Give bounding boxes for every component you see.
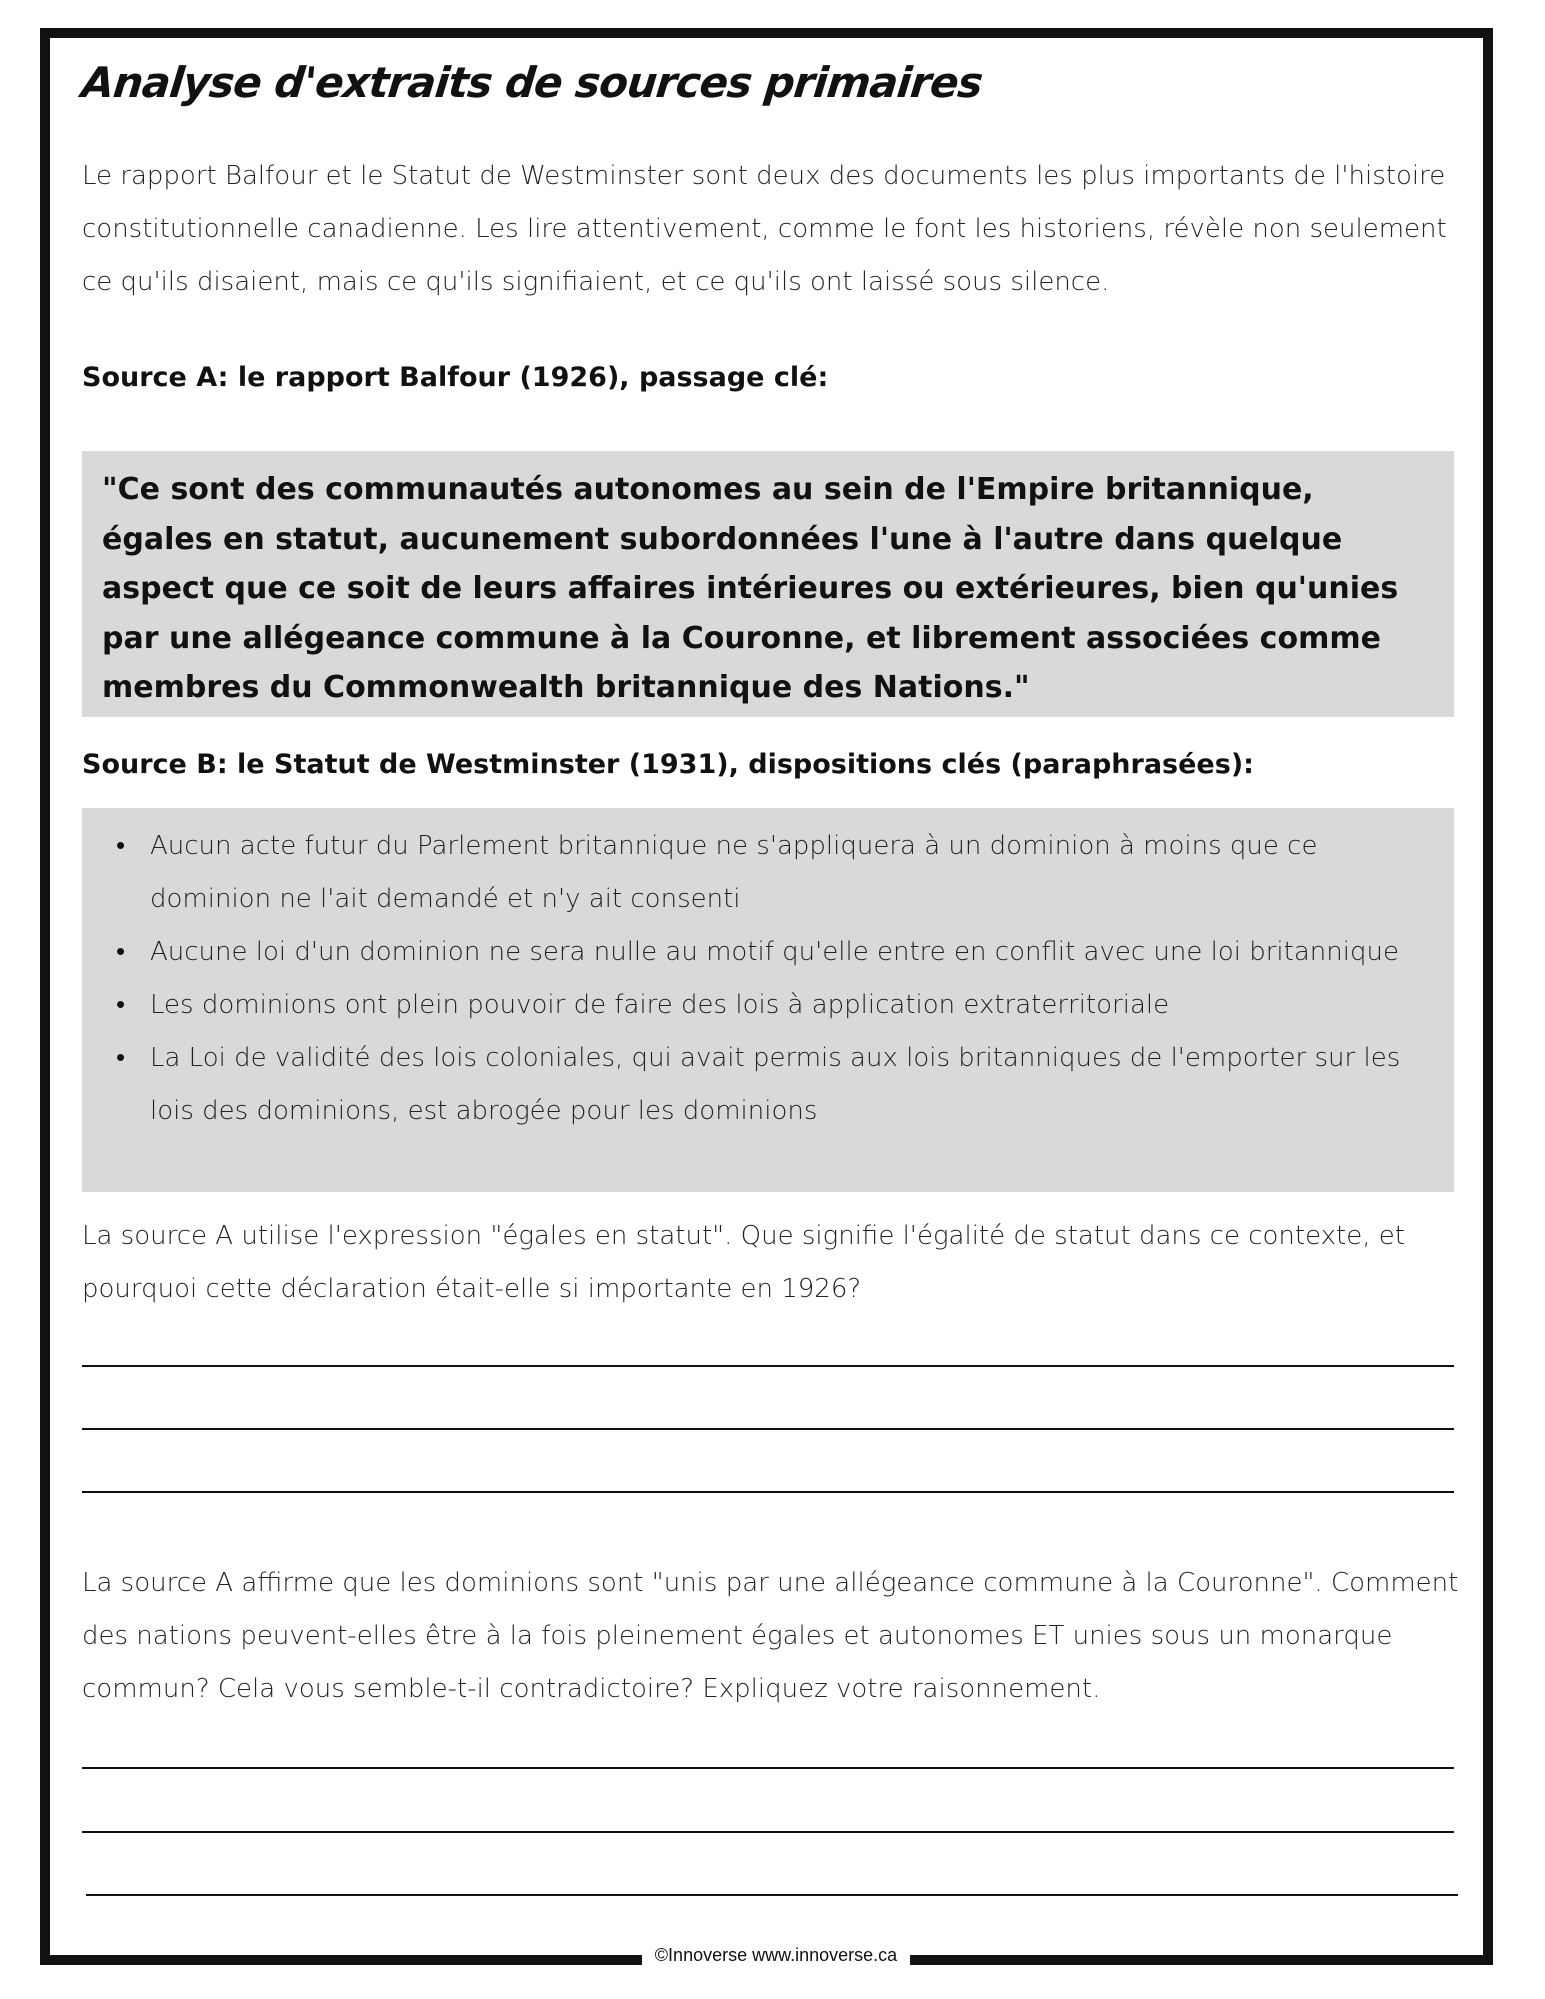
- list-item-text: Les dominions ont plein pouvoir de faire des lois à application extraterritoriale: [150, 990, 1170, 1020]
- list-item-text: Aucune loi d'un dominion ne sera nulle au motif qu'elle entre en conflit avec une loi britannique: [150, 937, 1399, 967]
- list-item: [116, 979, 1440, 1032]
- question-2: La source A affirme que les dominions sont "unis par une allégeance commune à la Couronne". Comment des nations peuvent-elles être à la fois pleinement égales et autonomes ET unies sous un monarque commun? Cela vous semble-t-il contradictoire? Expliquez votre raisonnement.: [82, 1568, 1459, 1704]
- page-title: Analyse d'extraits de sources primaires: [79, 58, 985, 107]
- source-a-quote-box: [82, 451, 1454, 717]
- question-1: La source A utilise l'expression "égales en statut". Que signifie l'égalité de statut dans ce contexte, et pourquoi cette déclaration était-elle si importante en 1926?: [82, 1221, 1405, 1304]
- source-a-quote: "Ce sont des communautés autonomes au sein de l'Empire britannique, égales en statut, aucunement subordonnées l'une à l'autre dans quelque aspect que ce soit de leurs affaires intérieures ou extérieures, bien qu'unies par une allégeance commune à la Couronne, et librement associées comme membres du Commonwealth britannique des Nations.": [102, 472, 1399, 705]
- source-b-provisions-list: [82, 820, 1440, 1138]
- list-item-text: La Loi de validité des lois coloniales, qui avait permis aux lois britanniques de l'emporter sur les lois des dominions, est abrogée pour les dominions: [150, 1043, 1401, 1126]
- answer-line-q1-1[interactable]: [82, 1365, 1454, 1367]
- answer-line-q2-3[interactable]: [86, 1894, 1458, 1896]
- source-b-provisions-box: [82, 808, 1454, 1192]
- list-item: [116, 1032, 1440, 1138]
- answer-line-q1-3[interactable]: [82, 1491, 1454, 1493]
- bullet-icon: •: [116, 937, 126, 967]
- source-a-heading: Source A: le rapport Balfour (1926), passage clé:: [82, 362, 829, 393]
- footer-copyright: ©Innoverse www.innoverse.ca: [642, 1942, 910, 1968]
- list-item-text: Aucun acte futur du Parlement britannique ne s'appliquera à un dominion à moins que ce dominion ne l'ait demandé et n'y ait consenti: [150, 831, 1318, 914]
- list-item: [116, 926, 1440, 979]
- intro-paragraph: Le rapport Balfour et le Statut de Westminster sont deux des documents les plus importants de l'histoire constitutionnelle canadienne. Les lire attentivement, comme le font les historiens, révèle non seulement ce qu'ils disaient, mais ce qu'ils signifiaient, et ce qu'ils ont laissé sous silence.: [82, 161, 1447, 297]
- bullet-icon: •: [116, 1043, 126, 1073]
- list-item: [116, 820, 1440, 926]
- bullet-icon: •: [116, 831, 126, 861]
- source-b-heading: Source B: le Statut de Westminster (1931), dispositions clés (paraphrasées):: [82, 749, 1254, 780]
- answer-line-q2-1[interactable]: [82, 1767, 1454, 1769]
- answer-line-q1-2[interactable]: [82, 1428, 1454, 1430]
- answer-line-q2-2[interactable]: [82, 1831, 1454, 1833]
- bullet-icon: •: [116, 990, 126, 1020]
